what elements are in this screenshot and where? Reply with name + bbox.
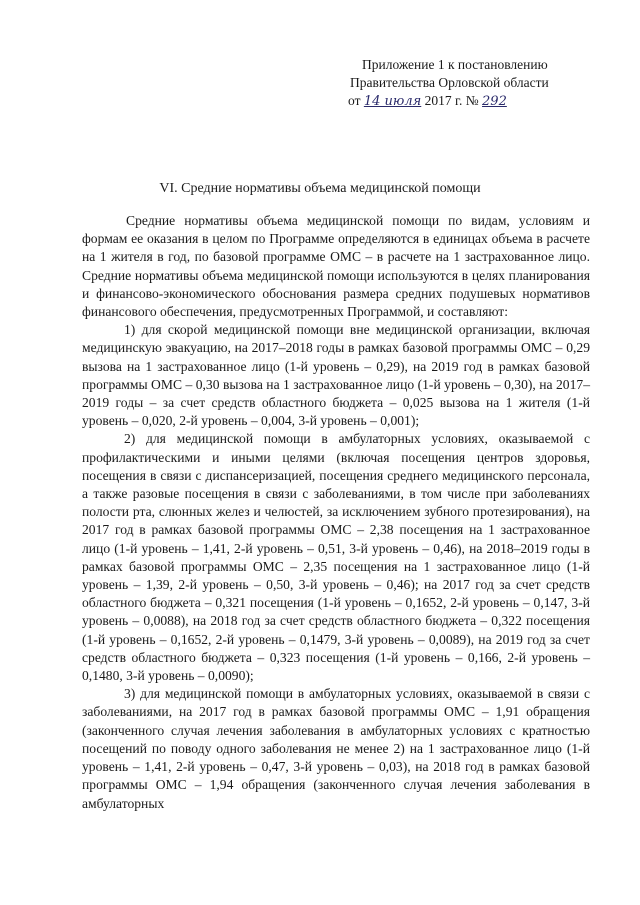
appendix-line-3 <box>348 92 618 111</box>
list-item-2: 2) для медицинской помощи в амбулаторных условиях, оказываемой с профилактическими и иными целями (включая посещения центров здоровья, посещения в связи с диспансеризацией, посещения среднего медицинского персонала, а также разовые посещения в связи с заболеваниями, в том числе при заболеваниях полости рта, слюнных желез и челюстей, за исключением зубного протезирования), на 2017 год в рамках базовой программы ОМС – 2,38 посещения на 1 застрахованное лицо (1-й уровень – 1,41, 2-й уровень – 0,51, 3-й уровень – 0,46), на 2018–2019 годы в рамках базовой программы ОМС – 2,35 посещения на 1 застрахованное лицо (1-й уровень – 1,39, 2-й уровень – 0,50, 3-й уровень – 0,46); на 2017 год за счет средств областного бюджета – 0,321 посещения (1-й уровень – 0,1652, 2-й уровень – 0,147, 3-й уровень – 0,0088), на 2018 год за счет средств областного бюджета – 0,322 посещения (1-й уровень – 0,1652, 2-й уровень – 0,1479, 3-й уровень – 0,0089), на 2019 год за счет средств областного бюджета – 0,323 посещения (1-й уровень – 0,166, 2-й уровень – 0,1480, 3-й уровень – 0,0090); <box>82 431 590 684</box>
handwritten-date: 14 июля <box>363 94 422 109</box>
section-title: VI. Средние нормативы объема медицинской помощи <box>159 181 481 196</box>
appendix-header <box>348 56 618 111</box>
handwritten-number: 292 <box>482 94 507 109</box>
appendix-line-1: Приложение 1 к постановлению <box>362 57 548 72</box>
appendix-year-label: 2017 г. № <box>424 93 479 108</box>
appendix-from-label: от <box>348 93 361 108</box>
document-body <box>82 212 590 813</box>
list-item-3: 3) для медицинской помощи в амбулаторных условиях, оказываемой в связи с заболеваниями, на 2017 год в рамках базовой программы ОМС – 1,91 обращения (законченного случая лечения заболевания в амбулаторных условиях с кратностью посещений по поводу одного заболевания не менее 2) на 1 застрахованное лицо (1-й уровень – 1,41, 2-й уровень – 0,47, 3-й уровень – 0,03), на 2018 год в рамках базовой программы ОМС – 1,94 обращения (законченного случая лечения заболевания в амбулаторных <box>82 686 590 811</box>
list-item-1: 1) для скорой медицинской помощи вне медицинской организации, включая медицинскую эвакуацию, на 2017–2018 годы в рамках базовой программы ОМС – 0,29 вызова на 1 застрахованное лицо (1-й уровень – 0,29), на 2019 год в рамках базовой программы ОМС – 0,30 вызова на 1 застрахованное лицо (1-й уровень – 0,30), на 2017–2019 годы – за счет средств областного бюджета – 0,025 вызова на 1 жителя (1-й уровень – 0,020, 2-й уровень – 0,004, 3-й уровень – 0,001); <box>82 322 590 429</box>
appendix-line-2: Правительства Орловской области <box>350 75 549 90</box>
intro-paragraph: Средние нормативы объема медицинской помощи по видам, условиям и формам ее оказания в целом по Программе определяются в единицах объема в расчете на 1 жителя в год, по базовой программе ОМС – в расчете на 1 застрахованное лицо. Средние нормативы объема медицинской помощи используются в целях планирования и финансово-экономического обоснования размера средних подушевых нормативов финансового обеспечения, предусмотренных Программой, и составляют: <box>82 213 590 320</box>
